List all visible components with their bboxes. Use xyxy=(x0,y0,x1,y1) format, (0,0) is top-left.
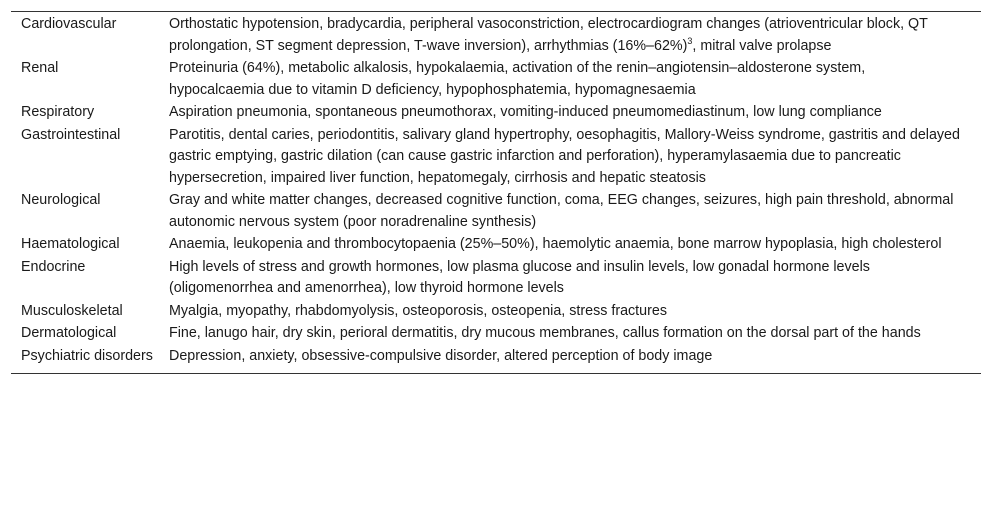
table-row xyxy=(11,300,981,323)
description-cell xyxy=(169,12,981,57)
description-cell: Myalgia, myopathy, rhabdomyolysis, osteoporosis, osteopenia, stress fractures xyxy=(169,302,667,319)
system-cell: Respiratory xyxy=(21,104,95,120)
system-cell: Psychiatric disorders xyxy=(21,347,153,364)
table-row xyxy=(11,233,981,256)
table-row xyxy=(11,12,981,57)
system-cell: Gastrointestinal xyxy=(21,126,121,143)
description-text-tail: , mitral valve prolapse xyxy=(692,37,832,54)
system-cell: Musculoskeletal xyxy=(21,302,123,319)
complications-table-container xyxy=(11,11,981,374)
table-row xyxy=(11,101,981,124)
table-row xyxy=(11,124,981,190)
system-cell: Endocrine xyxy=(21,258,86,275)
system-cell: Cardiovascular xyxy=(21,16,117,32)
complications-table xyxy=(11,12,981,373)
description-text: Orthostatic hypotension, bradycardia, peripheral vasoconstriction, electrocardiogram changes (atrioventricular block, QT prolongation, ST segment depression, T-wave inversion), arrhythmias (16%–62%) xyxy=(169,16,928,54)
table-row xyxy=(11,345,981,374)
system-cell: Dermatological xyxy=(21,325,117,341)
description-cell: Anaemia, leukopenia and thrombocytopaenia (25%–50%), haemolytic anaemia, bone marrow hypoplasia, high cholesterol xyxy=(169,236,942,252)
description-cell: Depression, anxiety, obsessive-compulsive disorder, altered perception of body image xyxy=(169,347,713,364)
description-cell: Gray and white matter changes, decreased cognitive function, coma, EEG changes, seizures, high pain threshold, abnormal autonomic nervous system (poor noradrenaline synthesis) xyxy=(169,192,954,230)
system-cell: Renal xyxy=(21,60,59,76)
reference-superscript: 3 xyxy=(687,35,693,46)
table-row xyxy=(11,322,981,345)
table-row xyxy=(11,189,981,233)
description-cell: Proteinuria (64%), metabolic alkalosis, hypokalaemia, activation of the renin–angiotensin–aldosterone system, hypocalcaemia due to vitamin D deficiency, hypophosphatemia, hypomagnesaemia xyxy=(169,60,866,98)
description-cell: Parotitis, dental caries, periodontitis, salivary gland hypertrophy, oesophagitis, Mallory-Weiss syndrome, gastritis and delayed gastric emptying, gastric dilation (can cause gastric infarction and perforation), hyperamylasaemia due to pancreatic hypersecretion, impaired liver function, hepatomegaly, cirrhosis and hepatic steatosis xyxy=(169,126,960,186)
system-cell: Neurological xyxy=(21,192,101,208)
description-cell: Fine, lanugo hair, dry skin, perioral dermatitis, dry mucous membranes, callus formation on the dorsal part of the hands xyxy=(169,325,921,341)
description-cell: Aspiration pneumonia, spontaneous pneumothorax, vomiting-induced pneumomediastinum, low lung compliance xyxy=(169,104,882,120)
description-cell: High levels of stress and growth hormones, low plasma glucose and insulin levels, low gonadal hormone levels (oligomenorrhea and amenorrhea), low thyroid hormone levels xyxy=(169,258,870,296)
system-cell: Haematological xyxy=(21,236,120,252)
table-row xyxy=(11,57,981,101)
table-row xyxy=(11,256,981,300)
